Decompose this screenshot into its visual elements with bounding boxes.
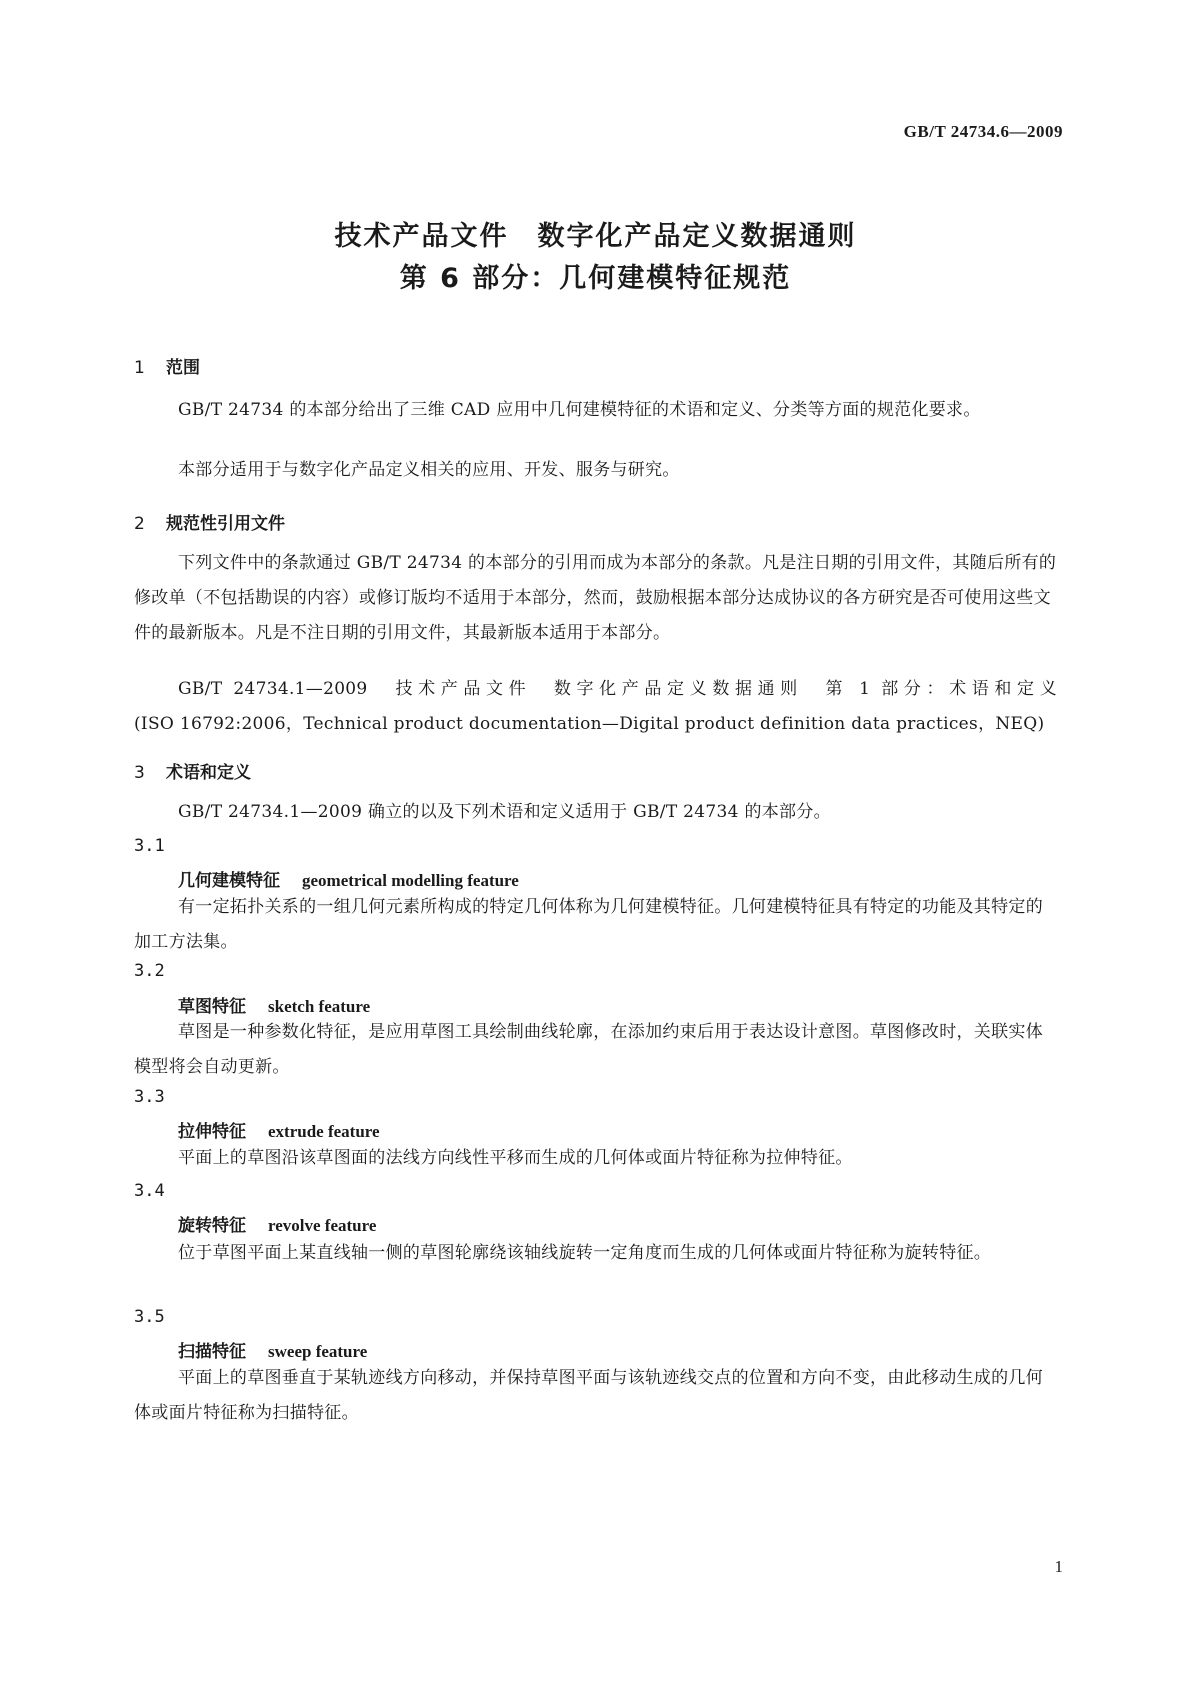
document-title-line2: 第 6 部分：几何建模特征规范 [399,263,792,294]
section-title: 范围 [166,358,200,378]
term-en: geometrical modelling feature [302,871,519,890]
term-en: revolve feature [268,1216,377,1235]
section-heading-normative-references [134,509,285,534]
term-en: sketch feature [268,997,371,1016]
page-number: 1 [1054,1557,1063,1576]
term-zh: 旋转特征 [178,1216,246,1236]
term-zh: 几何建模特征 [178,871,280,891]
term-en: sweep feature [268,1342,368,1361]
term-en: extrude feature [268,1122,380,1141]
paragraph: GB/T 24734.1—2009 确立的以及下列术语和定义适用于 GB/T 24734 的本部分。 [178,802,831,822]
term-title [178,1337,367,1362]
section-number: 3 [134,763,145,783]
term-zh: 草图特征 [178,997,246,1017]
reference-line-1: GB/T 24734.1—2009 技术产品文件 数字化产品定义数据通则 第 1 部分：术语和定义 [178,679,1057,699]
paragraph: GB/T 24734 的本部分给出了三维 CAD 应用中几何建模特征的术语和定义、分类等方面的规范化要求。 [178,400,981,420]
section-title: 术语和定义 [166,763,251,783]
section-number: 2 [134,514,145,534]
normative-reference-entry [134,672,1057,742]
term-title [178,992,370,1017]
term-title [178,1117,380,1142]
standard-code: GB/T 24734.6—2009 [903,122,1063,141]
term-definition: 平面上的草图垂直于某轨迹线方向移动，并保持草图平面与该轨迹线交点的位置和方向不变，由此移动生成的几何体或面片特征称为扫描特征。 [134,1368,1043,1423]
section-number: 1 [134,358,145,378]
term-number: 3.3 [134,1087,165,1107]
section-heading-scope [134,353,200,378]
term-zh: 拉伸特征 [178,1122,246,1142]
paragraph: 本部分适用于与数字化产品定义相关的应用、开发、服务与研究。 [178,460,680,480]
term-number: 3.5 [134,1307,165,1327]
term-title [178,1211,376,1236]
section-heading-terms-definitions [134,758,251,783]
term-definition: 草图是一种参数化特征，是应用草图工具绘制曲线轮廓，在添加约束后用于表达设计意图。草图修改时，关联实体模型将会自动更新。 [134,1022,1043,1077]
section-title: 规范性引用文件 [166,514,285,534]
reference-line-2: (ISO 16792:2006，Technical product documentation—Digital product definition data practices，NEQ) [134,714,1045,734]
term-title [178,866,519,891]
term-definition: 平面上的草图沿该草图面的法线方向线性平移而生成的几何体或面片特征称为拉伸特征。 [178,1148,853,1168]
term-definition: 有一定拓扑关系的一组几何元素所构成的特定几何体称为几何建模特征。几何建模特征具有特定的功能及其特定的加工方法集。 [134,897,1043,952]
term-definition: 位于草图平面上某直线轴一侧的草图轮廓绕该轴线旋转一定角度而生成的几何体或面片特征称为旋转特征。 [178,1243,992,1263]
paragraph: 下列文件中的条款通过 GB/T 24734 的本部分的引用而成为本部分的条款。凡是注日期的引用文件，其随后所有的修改单（不包括勘误的内容）或修订版均不适用于本部分，然而，鼓励根据本部分达成协议的各方研究是否可使用这些文件的最新版本。凡是不注日期的引用文件，其最新版本适用于本部分。 [134,553,1057,643]
term-number: 3.1 [134,836,165,856]
term-number: 3.4 [134,1181,165,1201]
term-zh: 扫描特征 [178,1342,246,1362]
document-title-line1: 技术产品文件 数字化产品定义数据通则 [334,221,857,252]
term-number: 3.2 [134,961,165,981]
